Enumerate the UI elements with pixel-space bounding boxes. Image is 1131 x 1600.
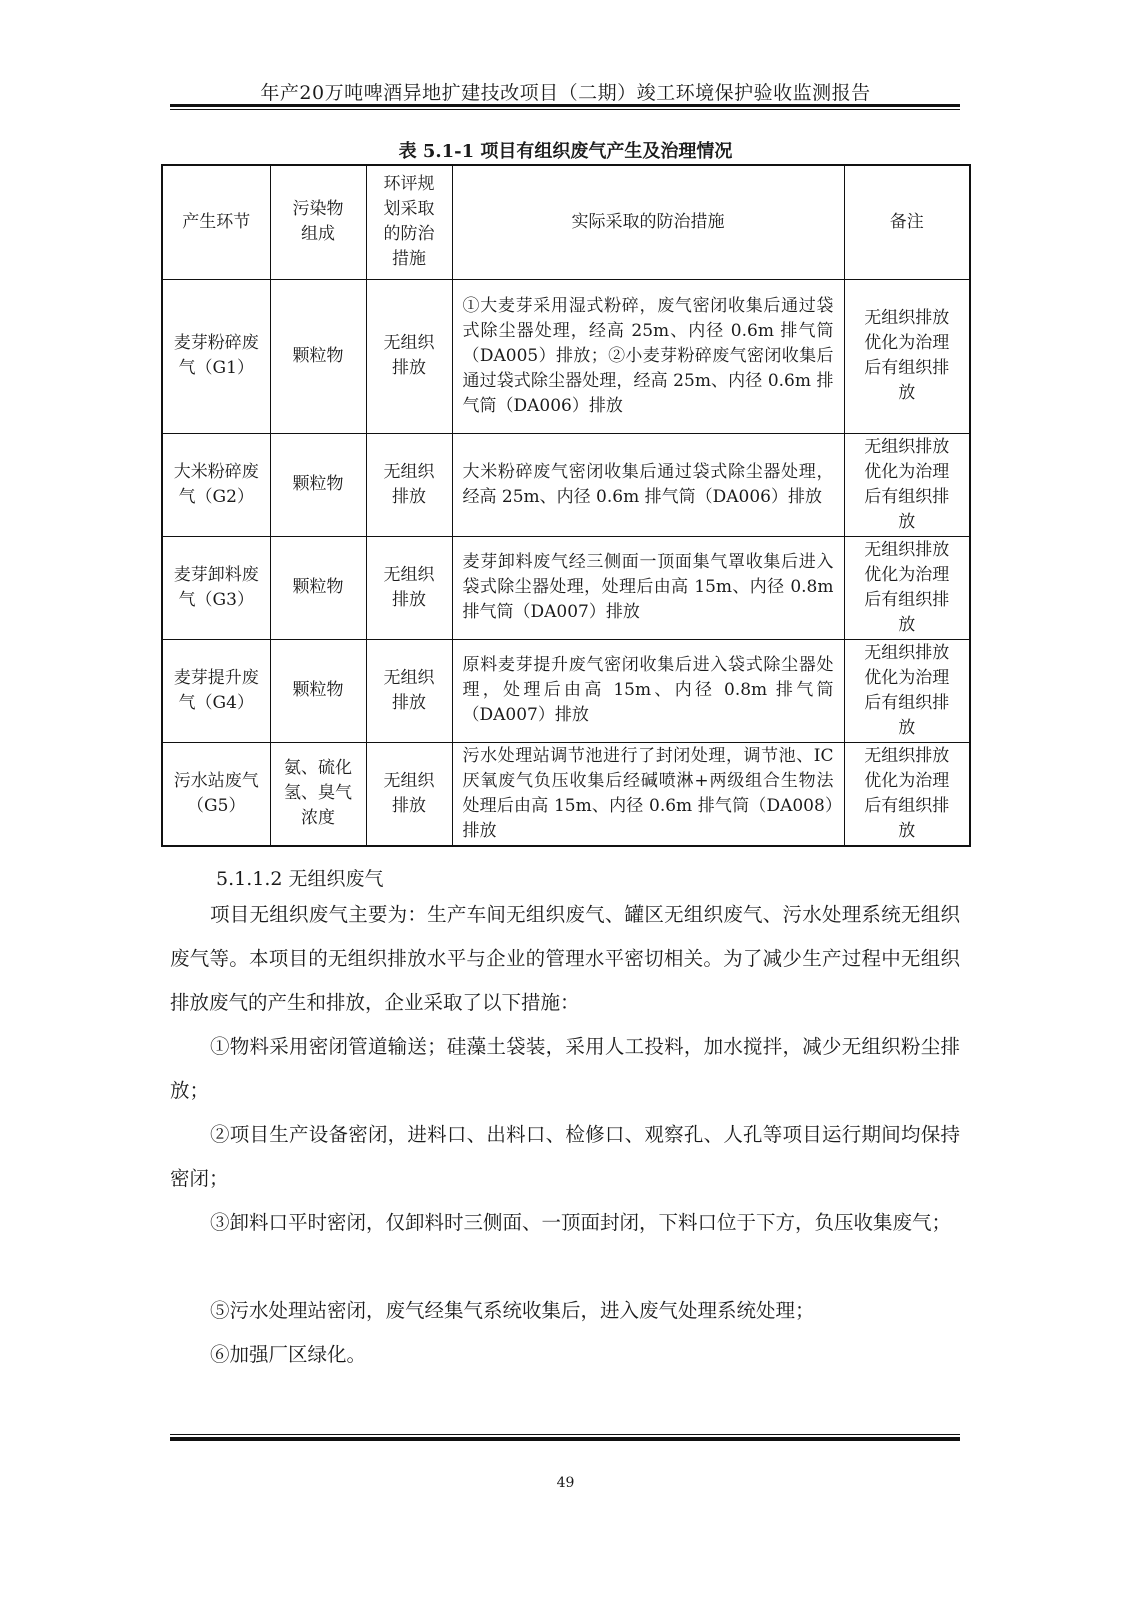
cell-pollutant: 颗粒物: [270, 433, 366, 536]
page-header-title: 年产20万吨啤酒异地扩建技改项目（二期）竣工环境保护验收监测报告: [260, 82, 871, 104]
cell-note: 无组织排放优化为治理后有组织排放: [844, 639, 970, 742]
footer-rule-thin: [170, 1434, 960, 1435]
cell-stage: 麦芽粉碎废气（G1）: [162, 279, 270, 433]
cell-actual: ①大麦芽采用湿式粉碎，废气密闭收集后通过袋式除尘器处理，经高 25m、内径 0.6m 排气筒（DA005）排放；②小麦芽粉碎废气密闭收集后通过袋式除尘器处理，经高 25m、内径 0.6m 排气筒（DA006）排放: [452, 279, 844, 433]
body-paragraph: 项目无组织废气主要为：生产车间无组织废气、罐区无组织废气、污水处理系统无组织废气等。本项目的无组织排放水平与企业的管理水平密切相关。为了减少生产过程中无组织排放废气的产生和排放，企业采取了以下措施：: [170, 903, 960, 1014]
body-paragraph: ②项目生产设备密闭，进料口、出料口、检修口、观察孔、人孔等项目运行期间均保持密闭；: [170, 1123, 960, 1190]
body-paragraph: ⑥加强厂区绿化。: [210, 1343, 367, 1366]
cell-stage: 麦芽卸料废气（G3）: [162, 536, 270, 639]
table-header-row: [162, 165, 970, 279]
body-paragraph: ⑤污水处理站密闭，废气经集气系统收集后，进入废气处理系统处理；: [210, 1299, 815, 1322]
body-paragraph: ③卸料口平时密闭，仅卸料时三侧面、一顶面封闭，下料口位于下方，负压收集废气；: [210, 1211, 952, 1234]
cell-planned: 无组织排放: [366, 536, 452, 639]
cell-actual: 原料麦芽提升废气密闭收集后进入袋式除尘器处理，处理后由高 15m、内径 0.8m 排气筒（DA007）排放: [452, 639, 844, 742]
table-caption: 表 5.1-1 项目有组织废气产生及治理情况: [398, 141, 733, 162]
cell-planned: 无组织排放: [366, 433, 452, 536]
cell-note: 无组织排放优化为治理后有组织排放: [844, 536, 970, 639]
header-actual-measures: 实际采取的防治措施: [452, 165, 844, 279]
cell-planned: 无组织排放: [366, 279, 452, 433]
cell-note: 无组织排放优化为治理后有组织排放: [844, 279, 970, 433]
cell-planned: 无组织排放: [366, 742, 452, 846]
table-row: [162, 639, 970, 742]
header-stage: 产生环节: [162, 165, 270, 279]
header-note: 备注: [844, 165, 970, 279]
cell-note: 无组织排放优化为治理后有组织排放: [844, 742, 970, 846]
cell-pollutant: 颗粒物: [270, 536, 366, 639]
cell-stage: 污水站废气（G5）: [162, 742, 270, 846]
cell-pollutant: 颗粒物: [270, 639, 366, 742]
footer-rule-thick: [170, 1437, 960, 1441]
cell-actual: 污水处理站调节池进行了封闭处理，调节池、IC 厌氧废气负压收集后经碱喷淋+两级组合生物法处理后由高 15m、内径 0.6m 排气筒（DA008）排放: [452, 742, 844, 846]
emission-control-table: [161, 164, 971, 847]
table-row: [162, 433, 970, 536]
cell-planned: 无组织排放: [366, 639, 452, 742]
body-paragraph: ①物料采用密闭管道输送；硅藻土袋装，采用人工投料，加水搅拌，减少无组织粉尘排放；: [170, 1035, 960, 1102]
cell-stage: 麦芽提升废气（G4）: [162, 639, 270, 742]
table-row: [162, 536, 970, 639]
cell-stage: 大米粉碎废气（G2）: [162, 433, 270, 536]
page-number: 49: [556, 1475, 575, 1491]
cell-actual: 大米粉碎废气密闭收集后通过袋式除尘器处理，经高 25m、内径 0.6m 排气筒（DA006）排放: [452, 433, 844, 536]
header-planned-measures: 环评规划采取的防治措施: [366, 165, 452, 279]
table-row: [162, 279, 970, 433]
cell-pollutant: 颗粒物: [270, 279, 366, 433]
cell-pollutant: 氨、硫化氢、臭气浓度: [270, 742, 366, 846]
cell-note: 无组织排放优化为治理后有组织排放: [844, 433, 970, 536]
header-rule-thick: [170, 104, 960, 107]
section-heading: 5.1.1.2 无组织废气: [216, 868, 384, 890]
header-rule-thin: [170, 109, 960, 110]
cell-actual: 麦芽卸料废气经三侧面一顶面集气罩收集后进入袋式除尘器处理，处理后由高 15m、内径 0.8m 排气筒（DA007）排放: [452, 536, 844, 639]
table-row: [162, 742, 970, 846]
header-pollutant: 污染物组成: [270, 165, 366, 279]
